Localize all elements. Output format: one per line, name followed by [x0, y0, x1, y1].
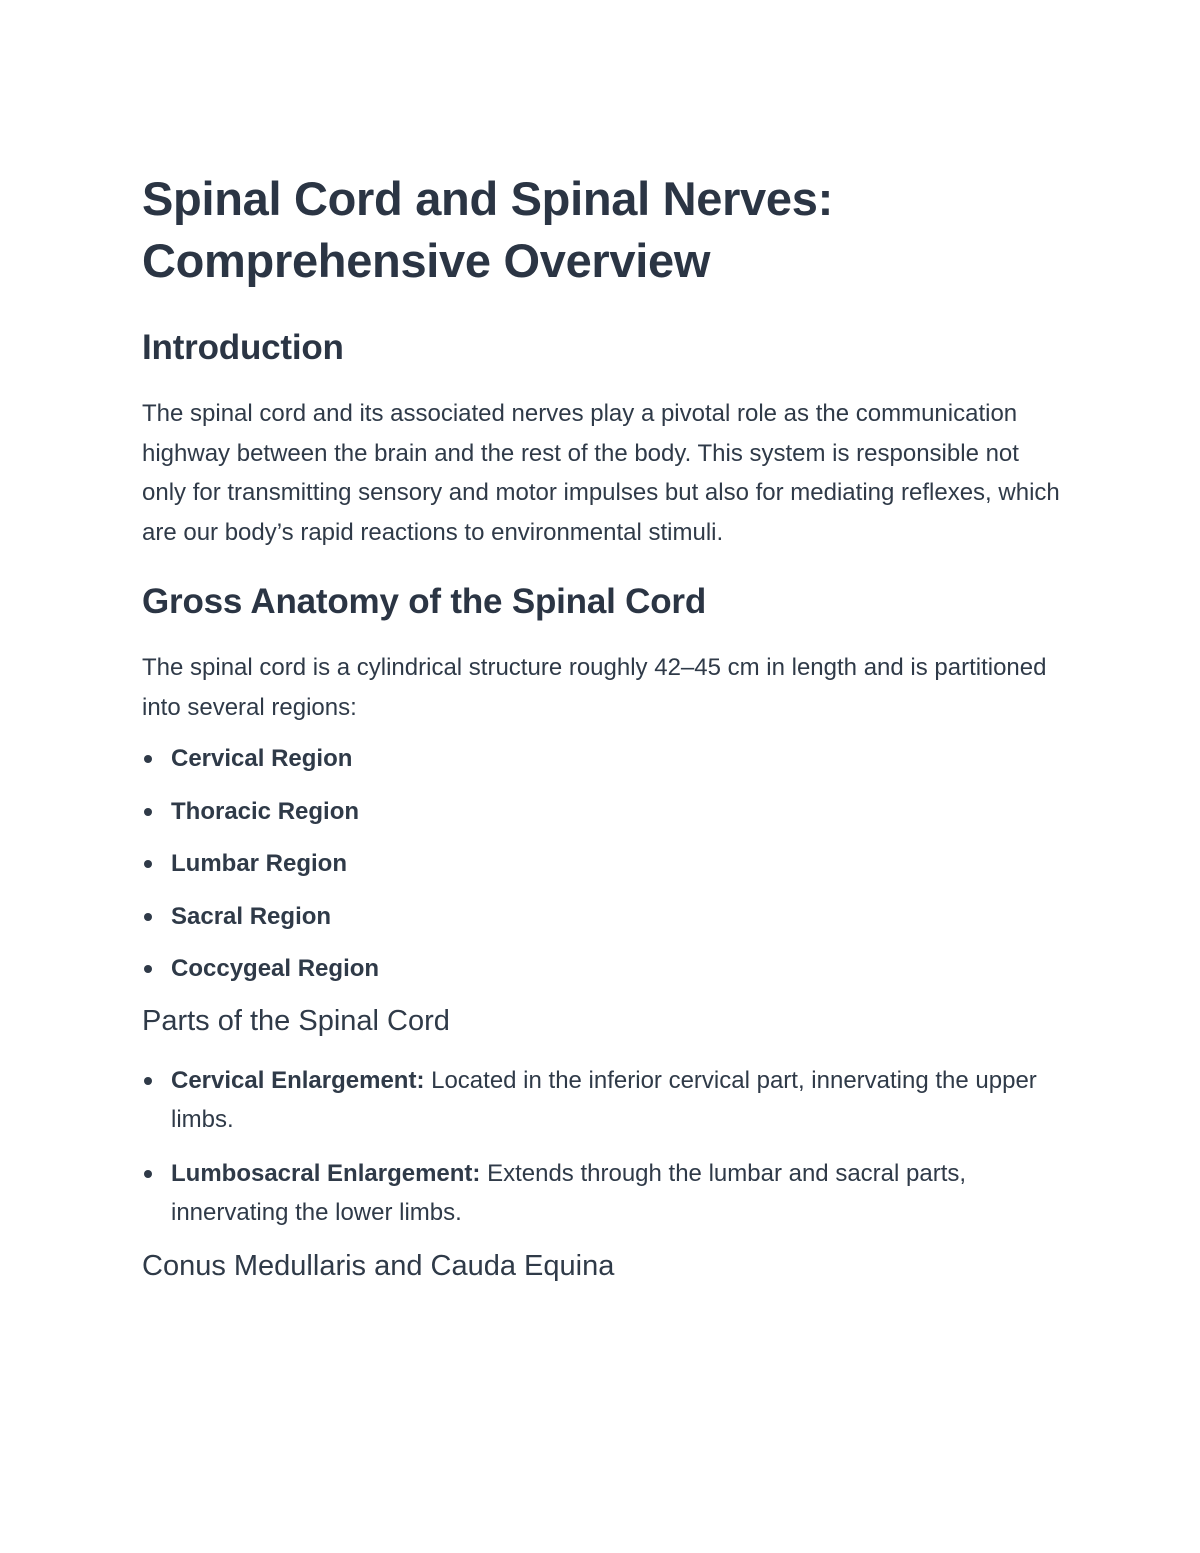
list-item: [142, 739, 1062, 779]
list-item: [142, 949, 1062, 989]
bullet-icon: [144, 755, 152, 763]
gross-anatomy-paragraph: The spinal cord is a cylindrical structure roughly 42–45 cm in length and is partitioned into several regions:: [142, 654, 1047, 721]
bullet-icon: [144, 808, 152, 816]
part-description: Located in the inferior cervical part, innervating the upper limbs.: [171, 1066, 1037, 1133]
part-description: Extends through the lumbar and sacral parts, innervating the lower limbs.: [171, 1159, 967, 1226]
parts-list: [142, 1061, 1062, 1233]
list-item: [142, 792, 1062, 832]
conus-heading: Conus Medullaris and Cauda Equina: [142, 1249, 615, 1282]
region-label: Coccygeal Region: [171, 955, 380, 982]
list-item: [142, 844, 1062, 884]
region-label: Cervical Region: [171, 745, 353, 772]
introduction-paragraph: The spinal cord and its associated nerves play a pivotal role as the communication highway between the brain and the rest of the body. This system is responsible not only for transmitting sensory and motor impulses but also for mediating reflexes, which are our body’s rapid reactions to environmental stimuli.: [142, 400, 1060, 546]
regions-list: [142, 739, 1062, 989]
region-label: Lumbar Region: [171, 850, 348, 877]
bullet-icon: [144, 913, 152, 921]
document-page: [142, 168, 1062, 1285]
bullet-icon: [144, 965, 152, 973]
document-title: Spinal Cord and Spinal Nerves: Comprehensive Overview: [142, 172, 833, 287]
list-item: [142, 897, 1062, 937]
part-term: Cervical Enlargement:: [171, 1066, 425, 1094]
region-label: Sacral Region: [171, 902, 332, 930]
list-item: [142, 1061, 1062, 1140]
introduction-heading: Introduction: [142, 328, 344, 367]
bullet-icon: [144, 860, 152, 868]
bullet-icon: [144, 1077, 152, 1085]
region-label: Thoracic Region: [171, 797, 360, 825]
gross-anatomy-heading: Gross Anatomy of the Spinal Cord: [142, 582, 707, 621]
bullet-icon: [144, 1170, 152, 1178]
part-term: Lumbosacral Enlargement:: [171, 1159, 481, 1187]
parts-heading: Parts of the Spinal Cord: [142, 1004, 450, 1037]
list-item: [142, 1154, 1062, 1233]
